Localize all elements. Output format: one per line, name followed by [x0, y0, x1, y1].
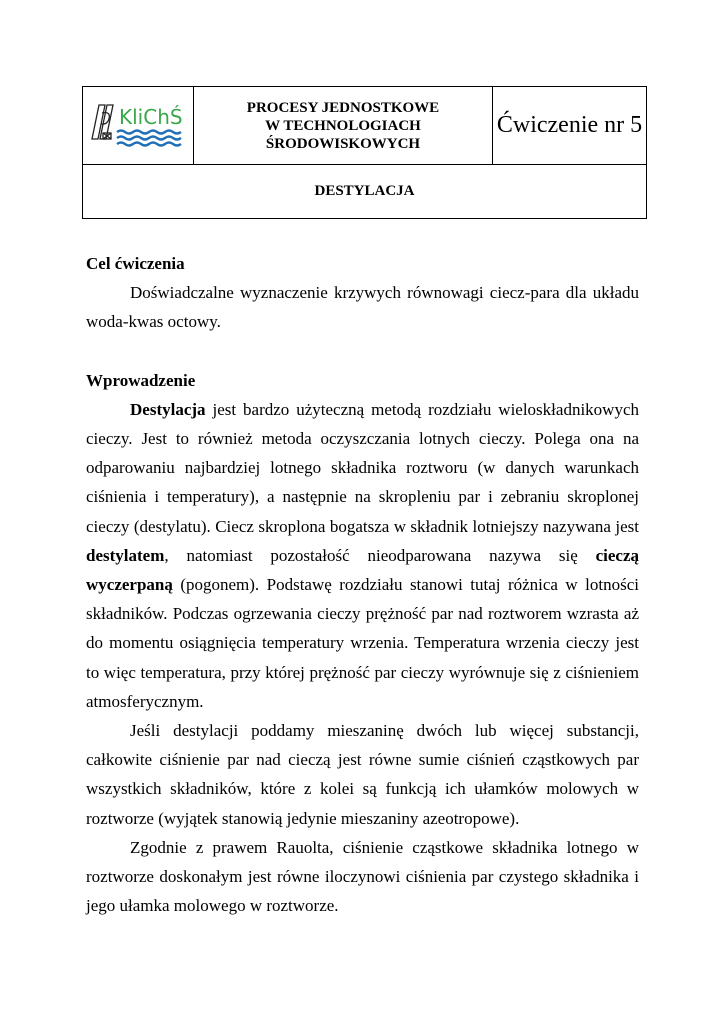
text-run: jest bardzo użyteczną metodą rozdziału wieloskładnikowych cieczy. Jest to również metoda oczyszczania lotnych cieczy. Polega ona na odparowaniu najbardziej lotnego składnika roztworu (w danych warunkach ciśnienia i temperatury), a następnie na skropleniu par i zebraniu skroplonej cieczy (destylatu). Ciecz skroplona bogatsza w składnik lotniejszy nazywana jest — [86, 399, 639, 536]
subject-title: DESTYLACJA — [314, 183, 415, 199]
title-line-1: PROCESY JEDNOSTKOWE — [246, 99, 440, 116]
header-top-row — [83, 87, 646, 165]
exercise-number: Ćwiczenie nr 5 — [496, 112, 643, 138]
term-destylacja: Destylacja — [130, 399, 206, 419]
goal-paragraph: Doświadczalne wyznaczenie krzywych równowagi ciecz-para dla układu woda-kwas octowy. — [86, 283, 639, 332]
spacer — [86, 337, 639, 366]
intro-paragraph-1 — [86, 395, 639, 716]
document-body — [86, 249, 639, 920]
logo-cell — [83, 87, 194, 164]
course-title — [194, 87, 493, 164]
section-heading-intro: Wprowadzenie — [86, 370, 196, 390]
logo-emblem-icon — [92, 105, 113, 139]
text-run: , natomiast pozostałość nieodparowana nazywa się — [164, 545, 596, 565]
title-line-2: W TECHNOLOGIACH — [265, 117, 421, 134]
logo-waves-icon — [117, 131, 181, 146]
klichs-logo — [89, 101, 187, 151]
logo-text: KliChŚ — [119, 105, 183, 129]
term-ciecz-wyczerpana: cieczą wyczerpaną — [86, 545, 639, 595]
intro-paragraph-3: Zgodnie z prawem Rauolta, ciśnienie cząstkowe składnika lotnego w roztworze doskonałym jest równe iloczynowi ciśnienia par czystego składnika i jego ułamka molowego w roztworze. — [86, 837, 639, 916]
intro-paragraph-2: Jeśli destylacji poddamy mieszaninę dwóch lub więcej substancji, całkowite ciśnienie par nad cieczą jest równe sumie ciśnień cząstkowych par wszystkich składników, które z kolei są funkcją ich ułamków molowych w roztworze (wyjątek stanowią jedynie mieszaniny azeotropowe). — [86, 721, 639, 828]
text-run: (pogonem). Podstawę rozdziału stanowi tutaj różnica w lotności składników. Podczas ogrzewania cieczy prężność par nad roztworem wzrasta aż do momentu osiągnięcia temperatury wrzenia. Temperatura wrzenia cieczy jest to więc temperatura, przy której prężność par cieczy wyrównuje się z ciśnieniem atmosferycznym. — [86, 575, 639, 711]
section-heading-goal: Cel ćwiczenia — [86, 254, 185, 273]
header-table — [82, 86, 647, 219]
title-line-3: ŚRODOWISKOWYCH — [265, 135, 421, 152]
term-destylat: destylatem — [86, 545, 165, 565]
